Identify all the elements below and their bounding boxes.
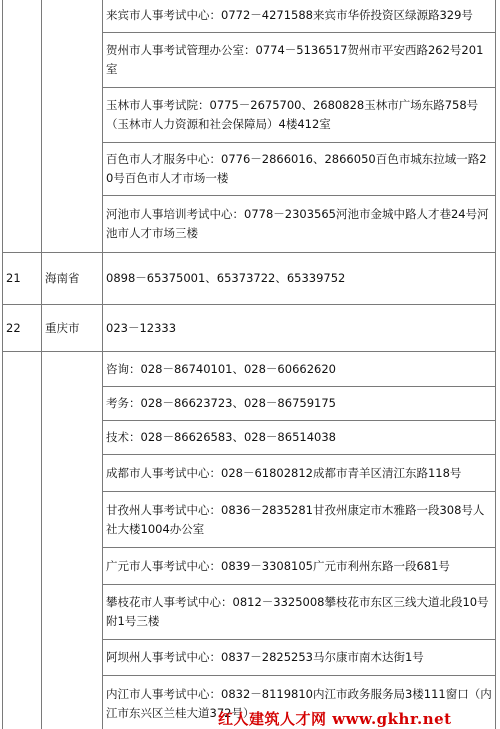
contact-cell: 攀枝花市人事考试中心：0812－3325008攀枝花市东区三线大道北段10号附1号三楼 — [103, 585, 496, 640]
contact-cell: 河池市人事培训考试中心：0778－2303565河池市金城中路人才巷24号河池市人才市场三楼 — [103, 196, 496, 253]
table-row — [3, 352, 496, 387]
contact-cell: 023－12333 — [103, 305, 496, 352]
contact-cell: 阿坝州人事考试中心：0837－2825253马尔康市南木达街1号 — [103, 640, 496, 676]
province-cell: 重庆市 — [42, 305, 103, 352]
number-cell: 22 — [3, 305, 42, 352]
contact-cell: 内江市人事考试中心：0832－8119810内江市政务服务局3楼111窗口（内江市东兴区兰桂大道372号） — [103, 676, 496, 729]
contact-cell: 考务：028－86623723、028－86759175 — [103, 387, 496, 421]
contact-cell: 0898－65375001、65373722、65339752 — [103, 253, 496, 305]
province-cell — [42, 352, 103, 729]
table-row — [3, 0, 496, 33]
contact-cell: 咨询：028－86740101、028－60662620 — [103, 352, 496, 387]
number-cell — [3, 0, 42, 253]
contact-cell: 贺州市人事考试管理办公室：0774－5136517贺州市平安西路262号201室 — [103, 33, 496, 88]
site-watermark: 红人建筑人才网 www.gkhr.net — [218, 710, 452, 728]
exam-contact-table — [2, 0, 496, 729]
province-cell: 海南省 — [42, 253, 103, 305]
number-cell: 21 — [3, 253, 42, 305]
table-row — [3, 305, 496, 352]
contact-cell: 玉林市人事考试院：0775－2675700、2680828玉林市广场东路758号（玉林市人力资源和社会保障局）4楼412室 — [103, 88, 496, 143]
table-row — [3, 253, 496, 305]
contact-cell: 技术：028－86626583、028－86514038 — [103, 421, 496, 455]
contact-cell: 广元市人事考试中心：0839－3308105广元市利州东路一段681号 — [103, 548, 496, 585]
contact-cell: 成都市人事考试中心：028－61802812成都市青羊区清江东路118号 — [103, 455, 496, 492]
number-cell — [3, 352, 42, 729]
contact-cell: 甘孜州人事考试中心：0836－2835281甘孜州康定市木雅路一段308号人社大楼1004办公室 — [103, 492, 496, 548]
province-cell — [42, 0, 103, 253]
contact-cell: 百色市人才服务中心：0776－2866016、2866050百色市城东拉域一路20号百色市人才市场一楼 — [103, 143, 496, 196]
contact-cell: 来宾市人事考试中心：0772－4271588来宾市华侨投资区绿源路329号 — [103, 0, 496, 33]
